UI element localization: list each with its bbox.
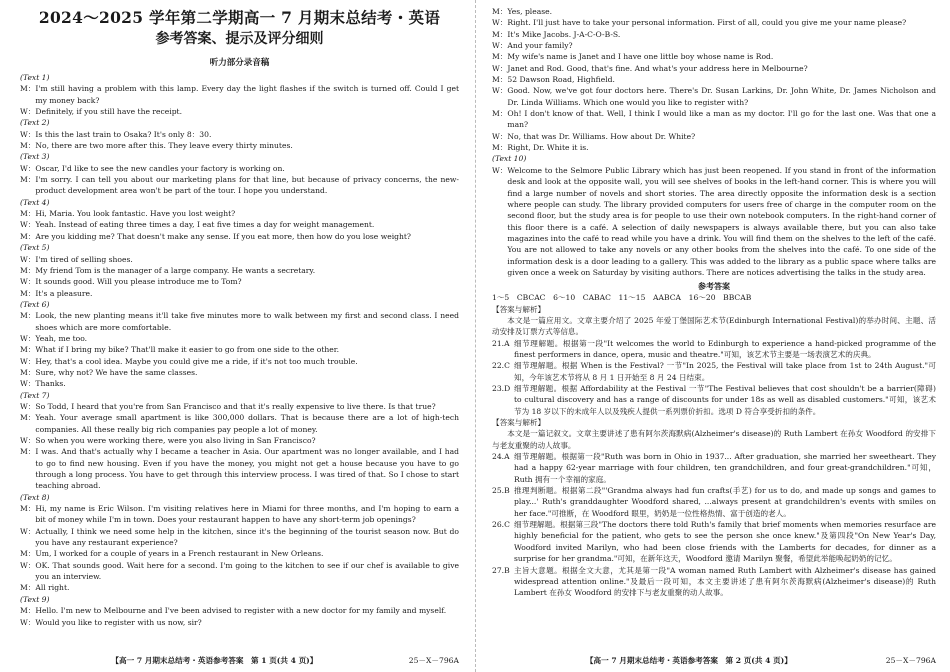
dialogue-text: My wife's name is Janet and I have one little boy whose name is Rod. <box>507 52 774 62</box>
item-number: 24.A <box>492 452 510 462</box>
dialogue-line <box>492 40 936 51</box>
speaker-tag: W： <box>20 107 36 117</box>
text-label: (Text 2) <box>20 118 50 128</box>
dialogue-line <box>20 208 459 219</box>
speaker-tag: M： <box>20 231 36 241</box>
dialogue-line <box>492 85 936 108</box>
analysis-item <box>492 565 936 599</box>
text-label: (Text 8) <box>20 492 50 502</box>
dialogue-text: I'm sorry. I can tell you about our marketing plans for that line, but because of privacy concerns, the new-product development area won't be part of the tour. I hope you understand. <box>35 175 459 196</box>
speaker-tag: M： <box>20 345 36 355</box>
speaker-tag: M： <box>20 413 36 423</box>
dialogue-line <box>20 560 459 583</box>
speaker-tag: W： <box>20 163 36 173</box>
speaker-tag: M： <box>20 447 36 457</box>
dialogue-text: Yeah, me too. <box>35 333 88 343</box>
dialogue-text: Hi, my name is Eric Wilson. I'm visiting relatives here in Miami for three months, and I'm hoping to earn a bit of money while I'm in town. Does your restaurant happen to have any short-term job openings? <box>35 504 459 525</box>
footer-code: 25－X－796A <box>885 656 936 665</box>
speaker-tag: W： <box>20 617 36 627</box>
dialogue-text: Definitely, if you still have the receipt. <box>35 107 183 117</box>
analysis-items-1 <box>492 338 936 417</box>
analysis-item <box>492 485 936 519</box>
dialogue-text: OK. That sounds good. Wait here for a second. I'm going to the kitchen to see if our chef is available to give you an interview. <box>35 560 459 582</box>
speaker-tag: W： <box>20 526 36 536</box>
analysis-label: 【答案与解析】 <box>492 304 546 314</box>
page-footer-1 <box>20 656 459 666</box>
dialogue-text: Are you kidding me? That doesn't make any sense. If you eat more, then how do you lose weight? <box>35 231 411 241</box>
dialogue-text: Yes, please. <box>507 7 553 16</box>
dialogue-line <box>20 356 459 367</box>
page-2 <box>475 0 950 672</box>
dialogue-text: Hi, Maria. You look fantastic. Have you lost weight? <box>35 209 236 219</box>
dialogue-text: Yeah. Instead of eating three times a day, I eat five times a day for weight management. <box>35 220 375 230</box>
analysis-item <box>492 360 936 383</box>
text-label: (Text 7) <box>20 390 50 400</box>
item-explanation: 细节理解题。根据 Affordability at the Festival 一节"The Festival believes that cost shouldn't be a barrier(障碍) to cultural discovery and has a range of discounts for under 18s as well as disabled customers."可知，该艺术节为 18 岁以下的未成年人以及残疾人提供一系列票价折扣。选项 D 符合享受折扣的条件。 <box>514 384 936 416</box>
dialogue-line <box>20 367 459 378</box>
dialogue-text: Welcome to the Selmore Public Library which has just been reopened. If you stand in front of the information desk and look at the opposite wall, you will see shelves of books in the left-hand corner. This is where you will find a large number of novels and short stories. The area directly opposite the information desk is a section where people can study. The library provided computers for users free of charge in the computer room on the second floor, but the study area is for people to use their own notebook computers. In the right-hand corner of this floor there is a café. A selection of daily newspapers is always available there, but you can also take magazines into the café to read while you have a drink. You will find them on the shelves to the left of the café. You are not allowed to take any novels or any other books from the shelves into the café. To one side of the information desk is a door leading to a gallery. This was added to the library as a public space where talks are given once a week on Saturday by visiting authors. There are notices advertising the talks in the study area. <box>507 165 936 277</box>
speaker-tag: W： <box>492 131 508 141</box>
dialogue-text: And your family? <box>507 41 573 51</box>
text-label: (Text 4) <box>20 197 50 207</box>
dialogue-text: Sure, why not? We have the same classes. <box>35 367 198 377</box>
dialogue-text: Right, Dr. White it is. <box>507 143 589 153</box>
analysis-label: 【答案与解析】 <box>492 418 546 428</box>
dialogue-line <box>20 129 459 140</box>
dialogue-text: Good. Now, we've got four doctors here. There's Dr. Susan Larkins, Dr. John White, Dr. James Nicholson and Dr. Linda Williams. Which one would you like to register with? <box>507 86 936 107</box>
dialogue-line <box>20 288 459 299</box>
dialogue-line <box>20 265 459 276</box>
dialogue-line <box>20 231 459 242</box>
dialogue-line <box>492 74 936 85</box>
analysis-item <box>492 519 936 564</box>
dialogue-line <box>20 446 459 491</box>
speaker-tag: W： <box>492 18 508 28</box>
analysis-item <box>492 338 936 361</box>
dialogue-line <box>20 526 459 549</box>
dialogue-line <box>20 83 459 106</box>
speaker-tag: M： <box>20 175 36 185</box>
dialogue-text: No, there are two more after this. They leave every thirty minutes. <box>35 141 293 151</box>
dialogue-line <box>492 108 936 131</box>
dialogue-line <box>492 29 936 40</box>
speaker-tag: M： <box>20 311 36 321</box>
passage-intro: 本文是一篇记叙文。文章主要讲述了患有阿尔茨海默病(Alzheimer's disease)的 Ruth Lambert 在孙女 Woodford 的安排下与老友重聚的动人故事。 <box>492 429 936 450</box>
item-explanation: 推理判断题。根据第二段"'Grandma always had fun crafts(手艺) for us to do, and made up songs and games to play...' Ruth's granddaughter Woodford shared, ...always present at grandchildren's events with smiles on her face."可推断，在 Woodford 眼里，奶奶是一位性格热情、富于创造的老人。 <box>514 486 936 518</box>
dialogue-text: So Todd, I heard that you're from San Francisco and that it's really expensive to live there. Is that true? <box>35 401 436 411</box>
dialogue-line <box>20 605 459 616</box>
dialogue-text: Oh! I don't know of that. Well, I think I would like a man as my doctor. I'll go for the last one. Was that one a man? <box>507 109 936 130</box>
item-explanation: 细节理解题。根据第一段"It welcomes the world to Edinburgh to experience a hand-picked programme of the finest performers in dance, opera, music and theatre."可知，该艺术节主要是一场表演艺术的庆典。 <box>514 338 936 359</box>
speaker-tag: W： <box>20 254 36 264</box>
exam-subtitle: 参考答案、提示及评分细则 <box>155 31 324 47</box>
speaker-tag: M： <box>20 504 36 514</box>
speaker-tag: W： <box>492 63 508 73</box>
speaker-tag: M： <box>20 606 36 616</box>
item-number: 22.C <box>492 361 510 371</box>
speaker-tag: M： <box>20 209 36 219</box>
dialogue-line <box>20 333 459 344</box>
item-number: 25.B <box>492 486 510 496</box>
page-footer-2 <box>492 656 936 666</box>
speaker-tag: W： <box>20 220 36 230</box>
dialogue-line <box>492 51 936 62</box>
transcript-page-1 <box>20 72 459 628</box>
speaker-tag: M： <box>20 265 36 275</box>
dialogue-line <box>20 344 459 355</box>
dialogue-line <box>20 582 459 593</box>
speaker-tag: M： <box>492 29 508 39</box>
text-label: (Text 3) <box>20 152 50 162</box>
dialogue-line <box>20 276 459 287</box>
speaker-tag: M： <box>492 75 508 85</box>
dialogue-text: I'm still having a problem with this lamp. Every day the light flashes if the switch is turned off. Could I get my money back? <box>35 84 459 105</box>
dialogue-line <box>20 140 459 151</box>
dialogue-text: Look, the new planting means it'll take five minutes more to walk between my first and second class. I need shoes which are more comfortable. <box>35 311 459 332</box>
dialogue-text: It's Mike Jacobs. J-A-C-O-B-S. <box>507 29 621 39</box>
dialogue-line <box>20 412 459 435</box>
section-heading-listening: 听力部分录音稿 <box>209 58 270 68</box>
speaker-tag: M： <box>20 367 36 377</box>
speaker-tag: W： <box>20 356 36 366</box>
speaker-tag: M： <box>20 141 36 151</box>
speaker-tag: W： <box>20 436 36 445</box>
dialogue-text: Would you like to register with us now, sir? <box>35 617 202 627</box>
dialogue-text: All right. <box>35 583 70 593</box>
speaker-tag: M： <box>492 143 508 153</box>
speaker-tag: M： <box>20 84 36 94</box>
dialogue-text: Yeah. Your average small apartment is like 300,000 dollars. That is because there are a lot of high-tech companies. All these really big rich companies pay people a lot of money. <box>35 413 459 434</box>
speaker-tag: W： <box>20 560 36 570</box>
text-label: (Text 1) <box>20 73 50 82</box>
speaker-tag: M： <box>20 549 36 559</box>
passage-intro: 本文是一篇应用文。文章主要介绍了 2025 年爱丁堡国际艺术节(Edinburgh International Festival)的举办时间、主题、活动安排及订票方式等信息。 <box>492 315 936 337</box>
dialogue-text: It's a pleasure. <box>35 288 93 298</box>
dialogue-text: Oscar, I'd like to see the new candles your factory is working on. <box>35 163 285 173</box>
dialogue-line <box>492 165 936 278</box>
dialogue-text: Hey, that's a cool idea. Maybe you could give me a ride, if it's not too much trouble. <box>35 356 358 366</box>
dialogue-text: Hello. I'm new to Melbourne and I've been advised to register with a new doctor for my family and myself. <box>35 606 447 616</box>
speaker-tag: M： <box>20 288 36 298</box>
footer-center: 【高一 7 月期末总结考・英语参考答案 第 1 页(共 4 页)】 <box>111 656 318 665</box>
dialogue-text: It sounds good. Will you please introduce me to Tom? <box>35 277 242 287</box>
speaker-tag: W： <box>20 379 36 389</box>
speaker-tag: W： <box>20 401 36 411</box>
dialogue-text: What if I bring my bike? That'll make it easier to go from one side to the other. <box>35 345 339 355</box>
dialogue-line <box>492 131 936 142</box>
dialogue-text: My friend Tom is the manager of a large company. He wants a secretary. <box>35 265 316 275</box>
dialogue-text: So when you were working there, were you also living in San Francisco? <box>35 436 316 445</box>
dialogue-line <box>20 617 459 628</box>
text-label: (Text 6) <box>20 299 50 309</box>
item-explanation: 细节理解题。根据 When is the Festival? 一节"In 2025, the Festival will take place from 1st to 24th August."可知，今年该艺术节将从 8 月 1 日开始至 8 月 24 日结束。 <box>514 361 936 382</box>
dialogue-line <box>492 63 936 74</box>
dialogue-text: No, that was Dr. Williams. How about Dr. White? <box>507 131 696 141</box>
dialogue-line <box>492 6 936 17</box>
item-explanation: 细节理解题。根据第三段"The doctors there told Ruth's family that brief moments when memories resurface are highly beneficial for the patient, who gets to see the person she once knew."及第四段"On New Year's Day, Woodford invited Marilyn, who had been close friends with the Lamberts for decades, for dinner as a surprise for her grandma."可知，在新年这天，Woodford 邀请 Marilyn 聚餐，希望此举能唤起奶奶的记忆。 <box>514 520 936 564</box>
dialogue-text: Um, I worked for a couple of years in a French restaurant in New Orleans. <box>35 549 324 559</box>
dialogue-line <box>20 219 459 230</box>
dialogue-line <box>20 310 459 333</box>
analysis-items-2 <box>492 451 936 598</box>
analysis-item <box>492 451 936 485</box>
dialogue-text: Actually, I think we need some help in the kitchen, since it's the beginning of the tourist season now. But do you have any restaurant experience? <box>35 526 459 548</box>
speaker-tag: W： <box>492 165 508 175</box>
dialogue-line <box>20 254 459 265</box>
dialogue-line <box>492 142 936 153</box>
dialogue-line <box>20 401 459 412</box>
exam-title: 2024～2025 学年第二学期高一 7 月期末总结考・英语 <box>38 8 441 27</box>
dialogue-line <box>20 503 459 526</box>
speaker-tag: M： <box>492 52 508 62</box>
dialogue-text: 52 Dawson Road, Highfield. <box>507 75 615 85</box>
item-explanation: 主旨大意题。根据全文大意，尤其是第一段"A woman named Ruth Lambert with Alzheimer's disease has gained widespread attention online."及最后一段可知，本文主要讲述了患有阿尔茨海默病(Alzheimer's disease)的 Ruth Lambert 在孙女 Woodford 的安排下与老友重聚的动人故事。 <box>514 565 936 598</box>
speaker-tag: W： <box>20 333 36 343</box>
dialogue-line <box>492 17 936 28</box>
dialogue-line <box>20 435 459 446</box>
dialogue-text: Is this the last train to Osaka? It's only 8：30. <box>35 129 212 139</box>
speaker-tag: M： <box>492 109 508 119</box>
text-label: (Text 10) <box>492 154 527 164</box>
dialogue-line <box>20 548 459 559</box>
speaker-tag: W： <box>20 277 36 287</box>
footer-center: 【高一 7 月期末总结考・英语参考答案 第 2 页(共 4 页)】 <box>585 656 792 665</box>
dialogue-text: Right. I'll just have to take your personal information. First of all, could you give me your name please? <box>507 18 907 28</box>
item-explanation: 细节理解题。根据第一段"Ruth was born in Ohio in 1937... After graduation, she married her sweetheart. They had a happy 62-year marriage with four children, ten grandchildren, and four great-grandchildren."可知，Ruth 拥有一个幸福的家庭。 <box>514 452 936 484</box>
analysis-item <box>492 383 936 417</box>
speaker-tag: W： <box>20 129 36 139</box>
dialogue-text: Janet and Rod. Good, that's fine. And what's your address here in Melbourne? <box>507 63 808 73</box>
dialogue-line <box>20 106 459 117</box>
text-label: (Text 9) <box>20 594 50 604</box>
item-number: 23.D <box>492 384 511 393</box>
item-number: 26.C <box>492 520 510 530</box>
dialogue-text: Thanks. <box>35 379 66 389</box>
answers-heading: 参考答案 <box>698 281 730 292</box>
answer-key-line: 1～5 CBCAC 6～10 CABAC 11～15 AABCA 16～20 BBCAB <box>492 293 752 303</box>
speaker-tag: M： <box>20 583 36 593</box>
dialogue-text: I was. And that's actually why I became a teacher in Asia. Our apartment was no longer available, and I had to go to find new housing. Even if you have the money, you might not get a house because you have to go through a long process. You have to get through this interview process. I was tired of that. So I chose to start teaching abroad. <box>35 447 459 491</box>
dialogue-line <box>20 174 459 197</box>
speaker-tag: W： <box>492 41 508 51</box>
speaker-tag: W： <box>492 86 508 96</box>
speaker-tag: M： <box>492 7 508 16</box>
item-number: 21.A <box>492 338 510 348</box>
dialogue-line <box>20 163 459 174</box>
footer-code: 25－X－796A <box>408 656 459 665</box>
dialogue-line <box>20 378 459 389</box>
dialogue-text: I'm tired of selling shoes. <box>35 254 133 264</box>
transcript-page-2 <box>492 6 936 278</box>
text-label: (Text 5) <box>20 243 50 253</box>
item-number: 27.B <box>492 565 510 575</box>
